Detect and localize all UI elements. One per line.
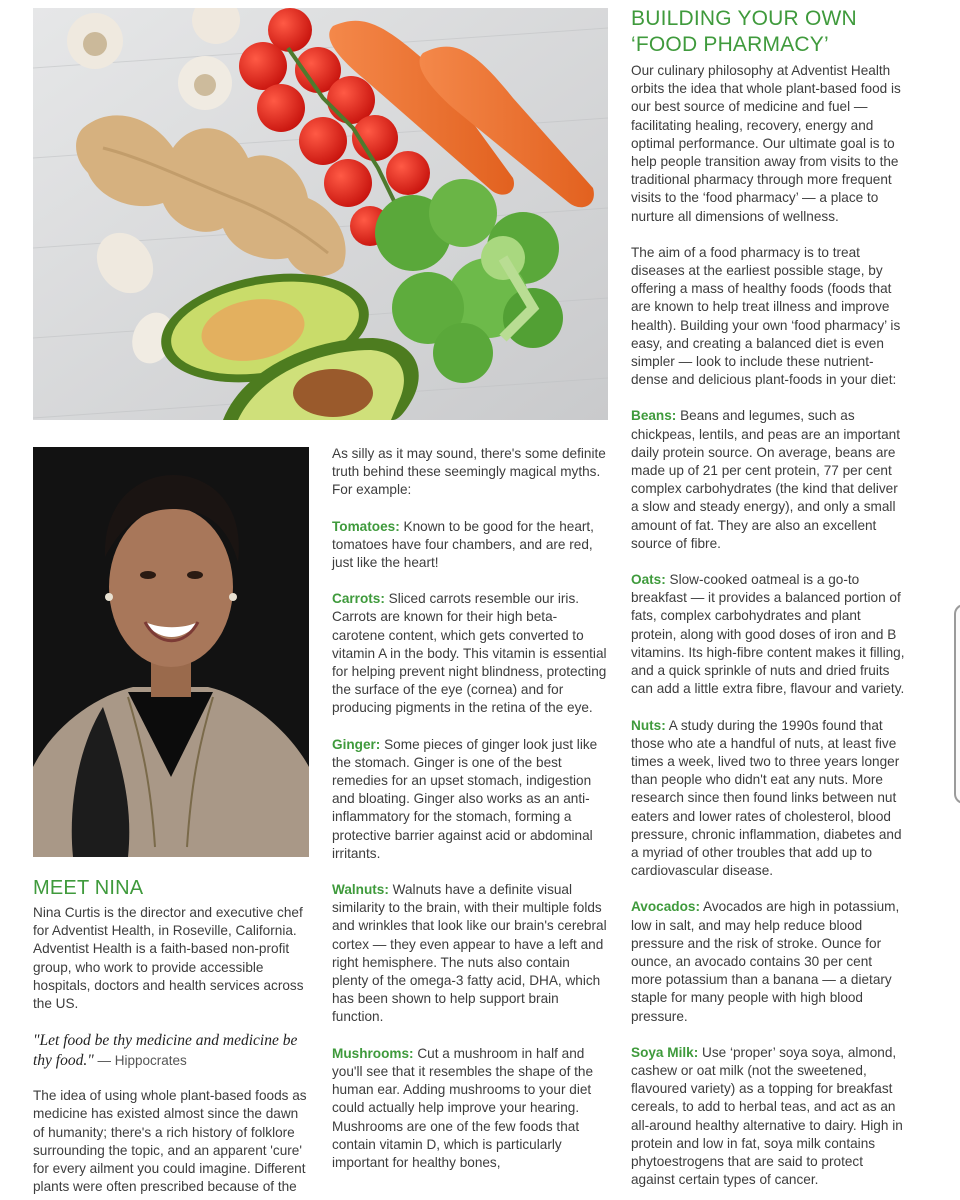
desc-mushrooms: Cut a mushroom in half and you'll see that it resembles the shape of the human ear. Adding mushrooms to your diet could actually help improve your hearing. Mushrooms are one of the few foods that contain vitamin D, which is particularly important for healthy bones, [332,1045,594,1170]
list-item-oats [631,571,906,698]
desc-ginger: Some pieces of ginger look just like the stomach. Ginger is one of the best remedies for an upset stomach, indigestion and bloating. Ginger also works as an anti-inflammatory for the stomach, forming a protective barrier against acid or abdominal irritants. [332,736,598,861]
heading-line-2: ‘FOOD PHARMACY’ [631,33,829,56]
list-item-avocados [631,898,906,1025]
food-pharmacy-heading [631,6,906,58]
meet-nina-section [33,876,313,1196]
desc-carrots: Sliced carrots resemble our iris. Carrots are known for their high beta-carotene content, which gets converted to vitamin A in the body. This vitamin is essential for helping prevent night blindness, protecting the surface of the eye (cornea) and for producing pigments in the retina of the eye. [332,591,607,716]
meet-nina-heading: MEET NINA [33,877,144,899]
list-item-mushrooms [332,1045,607,1172]
food-pharmacy-aim-paragraph: The aim of a food pharmacy is to treat diseases at the earliest possible stage, by offering a mass of healthy foods (foods that are known to help treat illness and improve health). Building your own ‘food pharmacy’ is easy, and creating a balanced diet is even simpler — look to include these nutrient-dense and delicious plant-foods in your diet: [631,244,901,388]
term-tomatoes: Tomatoes: [332,518,400,534]
term-mushrooms: Mushrooms: [332,1045,414,1061]
list-item-carrots [332,590,607,717]
vegetables-hero-image [33,8,608,420]
term-soya-milk: Soya Milk: [631,1044,699,1060]
list-item-walnuts [332,881,607,1027]
nina-bio: Nina Curtis is the director and executive chef for Adventist Health, in Roseville, California. Adventist Health is a faith-based non-profit group, who work to provide accessible hospitals, doctors and health services across the US. [33,905,304,1012]
term-walnuts: Walnuts: [332,882,389,898]
list-item-nuts [631,717,906,881]
term-nuts: Nuts: [631,717,666,733]
right-column [631,6,906,1200]
portrait-illustration [33,447,309,857]
nina-portrait-image [33,447,309,857]
list-item-beans [631,407,906,553]
vegetables-illustration [33,8,608,420]
culinary-philosophy-paragraph: Our culinary philosophy at Adventist Health orbits the idea that whole plant-based food is our best source of medicine and fuel — facilitating healing, recovery, energy and optimal performance. Our ultimate goal is to help people transition away from visits to the traditional pharmacy through more frequent visits to the ‘food pharmacy’ — a place to nurture all dimensions of wellness. [631,63,901,224]
term-carrots: Carrots: [332,591,385,607]
quote-attribution: — Hippocrates [93,1053,187,1069]
list-item-soya-milk [631,1044,906,1190]
desc-oats: Slow-cooked oatmeal is a go-to breakfast — it provides a balanced portion of fats, complex carbohydrates and plant protein, along with good doses of iron and B vitamins. Its high-fibre content makes it filling, and a quick sprinkle of nuts and dried fruits can add a little extra fibre, flavour and variety. [631,572,905,697]
page-curl-edge [954,604,960,804]
desc-tomatoes: Known to be good for the heart, tomatoes have four chambers, and are red, just like the heart! [332,518,594,571]
quote-text: "Let food be thy medicine and medicine be thy food." [33,1032,298,1070]
term-avocados: Avocados: [631,899,700,915]
desc-soya-milk: Use ‘proper’ soya soya, almond, cashew or oat milk (not the sweetened, flavoured variety) as a topping for breakfast cereals, to add to herbal teas, and act as an all-around healthy alternative to dairy. High in protein and low in fat, soya milk contains phytoestrogens that are said to protect against certain types of cancer. [631,1044,903,1188]
hippocrates-quote [33,1031,313,1071]
myths-intro: As silly as it may sound, there's some definite truth behind these seemingly magical myths. For example: [332,446,606,498]
term-beans: Beans: [631,408,677,424]
list-item-tomatoes [332,518,607,573]
desc-nuts: A study during the 1990s found that those who ate a handful of nuts, at least five times a week, lived two to three years longer than people who didn't eat any nuts. More research since then found links between nut eaters and lower rates of cholesterol, blood pressure, chronic inflammation, diabetes and a myriad of other troubles that add up to cardiovascular disease. [631,717,902,879]
desc-walnuts: Walnuts have a definite visual similarity to the brain, with their multiple folds and wrinkles that look like our brain's cerebral cortex — they even appear to have a left and right hemisphere. The nuts also contain plenty of the omega-3 fatty acid, DHA, which has been shown to help support brain function. [332,882,607,1025]
desc-beans: Beans and legumes, such as chickpeas, lentils, and peas are an important daily protein source. On average, beans are made up of 21 per cent protein, 77 per cent complex carbohydrates (the kind that deliver a slow and steady energy), and only a small amount of fat. They are also an excellent source of fibre. [631,408,901,551]
desc-avocados: Avocados are high in potassium, low in salt, and may help reduce blood pressure and the risk of stroke. Ounce for ounce, an avocado contains 30 per cent more potassium than a banana — a dietary staple for many people with high blood pressure. [631,899,900,1024]
term-ginger: Ginger: [332,736,381,752]
middle-column [332,445,607,1190]
term-oats: Oats: [631,572,666,588]
folklore-intro: The idea of using whole plant-based foods as medicine has existed almost since the dawn of humanity; there's a rich history of folklore surrounding the topic, and an apparent 'cure' for every ailment you could imagine. Different plants were often prescribed because of the [33,1088,307,1195]
heading-line-1: BUILDING YOUR OWN [631,7,857,30]
list-item-ginger [332,736,607,863]
